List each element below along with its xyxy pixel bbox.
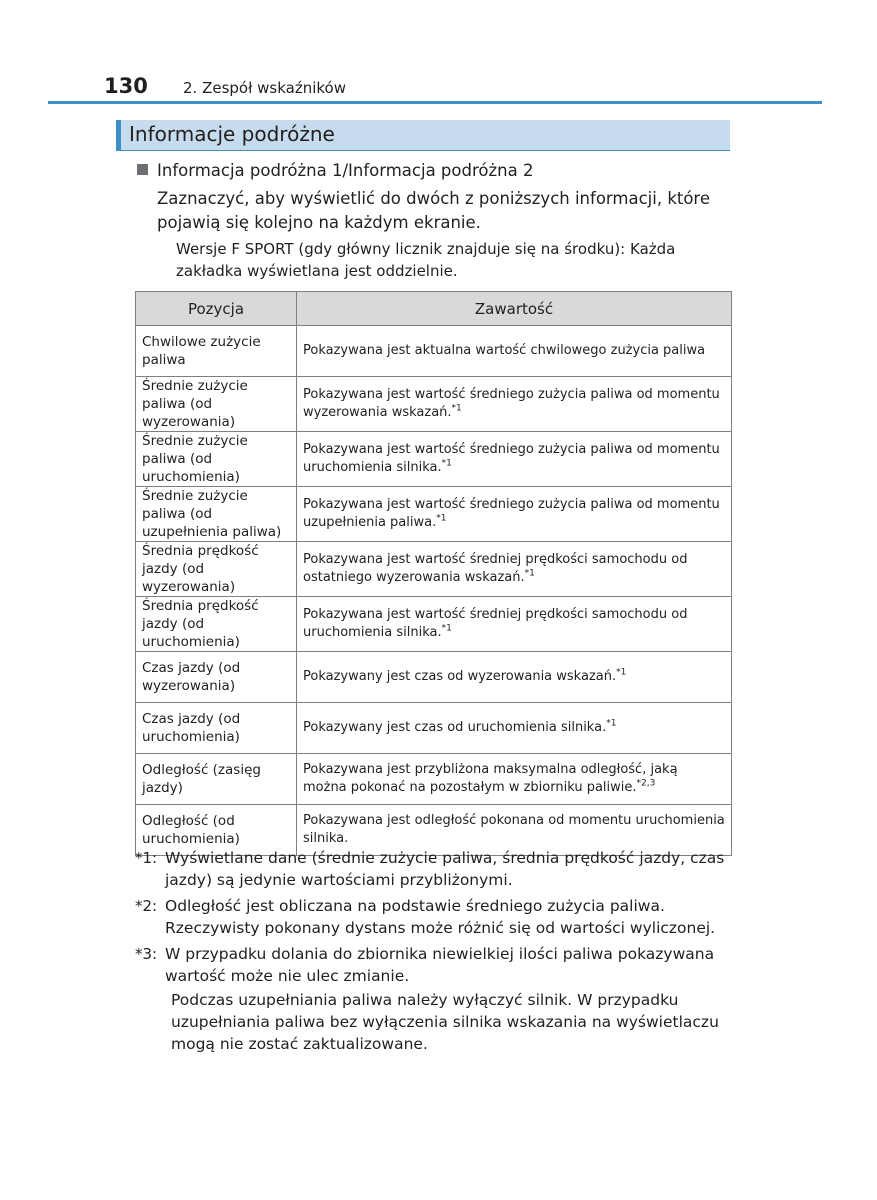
footnote-text: Wyświetlane dane (średnie zużycie paliwa, średnia prędkość jazdy, czas jazdy) są jedynie wartościami przybliżonymi. — [165, 849, 725, 889]
content-cell — [297, 652, 732, 703]
footnote-ref: *1 — [616, 667, 627, 678]
footnote-mark-text: *2 — [135, 897, 153, 915]
column-header-item: Pozycja — [136, 292, 297, 326]
content-text: Pokazywana jest wartość średniego zużycia paliwa od momentu wyzerowania wskazań. — [303, 387, 720, 420]
subsection-heading-text: Informacja podróżna 1/Informacja podróżna 2 — [157, 161, 534, 180]
content-text: Pokazywana jest wartość średniej prędkości samochodu od ostatniego wyzerowania wskazań. — [303, 552, 688, 585]
footnote-mark: *2: — [135, 897, 158, 915]
table-row — [136, 703, 732, 754]
trip-info-table — [135, 291, 732, 856]
table-row — [136, 377, 732, 432]
footnote-mark: *1: — [135, 849, 158, 867]
chapter-title: 2. Zespół wskaźników — [183, 79, 346, 97]
f-sport-note: Wersje F SPORT (gdy główny licznik znajduje się na środku): Każda zakładka wyświetlana jest oddzielnie. — [176, 240, 676, 280]
content-cell — [297, 487, 732, 542]
section-accent-bar — [116, 120, 121, 150]
section-header — [116, 120, 730, 150]
subsection-heading — [137, 161, 533, 180]
table-row — [136, 542, 732, 597]
content-cell — [297, 703, 732, 754]
column-header-content: Zawartość — [297, 292, 732, 326]
footnote-ref: *1 — [524, 568, 535, 579]
item-cell: Odległość (od uruchomienia) — [136, 805, 297, 856]
footnote-ref: *1 — [451, 403, 462, 414]
section-title: Informacje podróżne — [129, 122, 335, 146]
item-cell: Czas jazdy (od wyzerowania) — [136, 652, 297, 703]
intro-paragraph: Zaznaczyć, aby wyświetlić do dwóch z poniższych informacji, które pojawią się kolejno na każdym ekranie. — [157, 189, 711, 232]
footnotes — [135, 847, 733, 1055]
table-row — [136, 754, 732, 805]
item-cell: Średnie zużycie paliwa (od wyzerowania) — [136, 377, 297, 432]
section-rule — [116, 150, 730, 151]
item-cell: Chwilowe zużycie paliwa — [136, 326, 297, 377]
content-text: Pokazywana jest odległość pokonana od momentu uruchomienia silnika. — [303, 813, 725, 846]
table-header-row — [136, 292, 732, 326]
content-text: Pokazywany jest czas od wyzerowania wskazań. — [303, 669, 617, 684]
footnote-3 — [135, 943, 733, 987]
footnote-extra-paragraph: Podczas uzupełniania paliwa należy wyłączyć silnik. W przypadku uzupełniania paliwa bez wyłączenia silnika wskazania na wyświetlaczu mogą nie zostać zaktualizowane. — [171, 991, 719, 1053]
footnote-ref: *2,3 — [636, 778, 656, 789]
content-text: Pokazywana jest wartość średniej prędkości samochodu od uruchomienia silnika. — [303, 607, 688, 640]
table-row — [136, 597, 732, 652]
table-row — [136, 326, 732, 377]
content-text: Pokazywany jest czas od uruchomienia silnika. — [303, 720, 607, 735]
table-row — [136, 487, 732, 542]
content-text: Pokazywana jest wartość średniego zużycia paliwa od momentu uzupełnienia paliwa. — [303, 497, 720, 530]
content-cell — [297, 597, 732, 652]
footnote-text: W przypadku dolania do zbiornika niewielkiej ilości paliwa pokazywana wartość może nie ulec zmianie. — [165, 945, 715, 985]
footnote-ref: *1 — [606, 718, 617, 729]
footnote-mark-text: *1 — [135, 849, 153, 867]
footnote-ref: *1 — [441, 458, 452, 469]
content-cell — [297, 542, 732, 597]
content-text: Pokazywana jest wartość średniego zużycia paliwa od momentu uruchomienia silnika. — [303, 442, 720, 475]
footnote-mark-text: *3 — [135, 945, 153, 963]
header-rule — [48, 101, 822, 104]
content-text: Pokazywana jest przybliżona maksymalna odległość, jaką można pokonać na pozostałym w zbiorniku paliwie. — [303, 762, 678, 795]
item-cell: Średnia prędkość jazdy (od wyzerowania) — [136, 542, 297, 597]
item-cell: Średnia prędkość jazdy (od uruchomienia) — [136, 597, 297, 652]
content-cell — [297, 432, 732, 487]
content-cell — [297, 377, 732, 432]
content-cell — [297, 754, 732, 805]
content-cell — [297, 326, 732, 377]
square-bullet-icon — [137, 164, 148, 175]
content-text: Pokazywana jest aktualna wartość chwilowego zużycia paliwa — [303, 343, 706, 358]
footnote-2 — [135, 895, 733, 939]
footnote-text: Odległość jest obliczana na podstawie średniego zużycia paliwa. Rzeczywisty pokonany dystans może różnić się od wartości wyliczonej. — [165, 897, 716, 937]
footnote-mark: *3: — [135, 945, 158, 963]
footnote-ref: *1 — [436, 513, 447, 524]
page-number: 130 — [104, 74, 148, 98]
footnote-1 — [135, 847, 733, 891]
table-row — [136, 432, 732, 487]
item-cell: Odległość (zasięg jazdy) — [136, 754, 297, 805]
table-row — [136, 652, 732, 703]
footnote-ref: *1 — [441, 623, 452, 634]
item-cell: Czas jazdy (od uruchomienia) — [136, 703, 297, 754]
item-cell: Średnie zużycie paliwa (od uzupełnienia paliwa) — [136, 487, 297, 542]
item-cell: Średnie zużycie paliwa (od uruchomienia) — [136, 432, 297, 487]
